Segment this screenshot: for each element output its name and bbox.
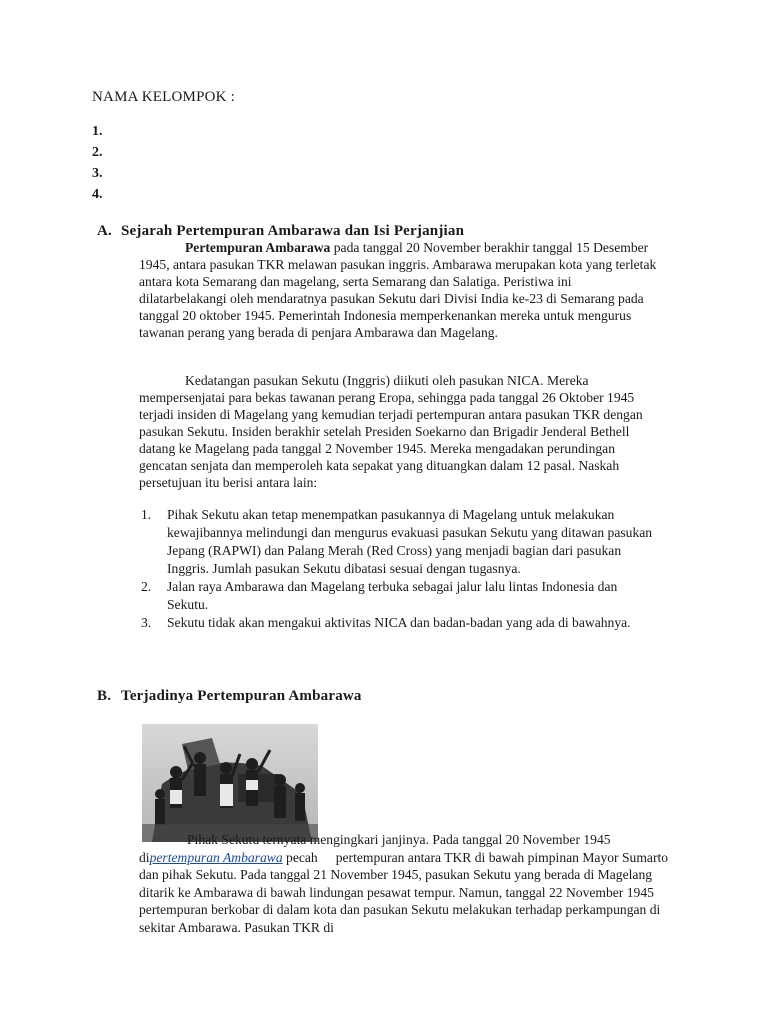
section-a-paragraph-1 (139, 239, 659, 341)
paragraph-text: pertempuran antara TKR di bawah pimpinan Mayor Sumarto dan pihak Sekutu. Pada tanggal 21 November 1945, pasukan Sekutu yang berada di Magelang ditarik ke Ambarawa di bawah lindungan pesawat tempur. Namun, tanggal 22 November 1945 pertempuran berkobar di dalam kota dan pasukan Sekutu melakukan terhadap perkampungan di sekitar Ambarawa. Pasukan TKR di (139, 849, 669, 935)
section-a-marker: A. (97, 223, 112, 239)
section-b-paragraph (139, 831, 669, 936)
list-item-number: 1. (141, 507, 152, 522)
section-a-paragraph-2 (139, 372, 659, 491)
agreement-list (139, 506, 659, 632)
historical-photo (142, 724, 318, 842)
list-item-text: Sekutu tidak akan mengakui aktivitas NICA dan badan-badan yang ada di bawahnya. (167, 615, 631, 630)
list-item-number: 2. (141, 579, 152, 594)
paragraph-text: pada tanggal 20 November berakhir tanggal 15 Desember 1945, antara pasukan TKR melawan pasukan inggris. Ambarawa merupakan kota yang terletak antara kota Semarang dan magelang, serta Semarang dan Salatiga. Peristiwa ini dilatarbelakangi oleh mendaratnya pasukan Sekutu dari Divisi India ke-23 di Semarang pada tanggal 20 oktober 1945. Pemerintah Indonesia memperkenankan mereka untuk mengurus tawanan perang yang berada di penjara Ambarawa dan Magelang. (139, 240, 657, 340)
group-name-label: NAMA KELOMPOK : (92, 89, 236, 105)
battle-link[interactable]: pertempuran Ambarawa (149, 849, 283, 865)
list-item (139, 578, 659, 614)
section-b-title: Terjadinya Pertempuran Ambarawa (121, 688, 362, 704)
section-b-marker: B. (97, 688, 112, 704)
member-number: 2. (92, 145, 103, 160)
list-item-number: 3. (141, 615, 152, 630)
paragraph-text: pecah (282, 849, 318, 865)
member-number: 4. (92, 187, 103, 202)
list-item-text: Jalan raya Ambarawa dan Magelang terbuka sebagai jalur lalu lintas Indonesia dan Sekutu. (167, 579, 618, 612)
list-item (139, 614, 659, 632)
member-list (92, 121, 103, 205)
paragraph-text: Kedatangan pasukan Sekutu (Inggris) diikuti oleh pasukan NICA. Mereka mempersenjatai para bekas tawanan perang Eropa, sehingga pada tanggal 26 Oktober 1945 terjadi insiden di Magelang yang kemudian terjadi pertempuran antara pasukan TKR dengan pasukan Sekutu. Insiden berakhir setelah Presiden Soekarno dan Brigadir Jenderal Bethell datang ke Magelang pada tanggal 2 November 1945. Mereka mengadakan perundingan gencatan senjata dan memperoleh kata sepakat yang dituangkan dalam 12 pasal. Naskah persetujuan itu berisi antara lain: (139, 373, 643, 490)
member-number: 1. (92, 124, 103, 139)
section-b-heading (97, 688, 362, 705)
paragraph-text: di (139, 849, 150, 865)
list-item-text: Pihak Sekutu akan tetap menempatkan pasukannya di Magelang untuk melakukan kewajibannya melindungi dan mengurus evakuasi pasukan Sekutu yang ditawan pasukan Jepang (RAPWI) dan Palang Merah (Red Cross) yang menjadi bagian dari pasukan Inggris. Jumlah pasukan Sekutu dibatasi sesuai dengan tugasnya. (167, 507, 653, 576)
paragraph-text: Pihak Sekutu ternyata mengingkari janjinya. Pada tanggal 20 November 1945 (187, 832, 611, 847)
list-item (139, 506, 659, 578)
bold-term: Pertempuran Ambarawa (185, 240, 331, 255)
section-a-title: Sejarah Pertempuran Ambarawa dan Isi Perjanjian (121, 223, 465, 239)
member-number: 3. (92, 166, 103, 181)
section-a-heading (97, 223, 464, 240)
